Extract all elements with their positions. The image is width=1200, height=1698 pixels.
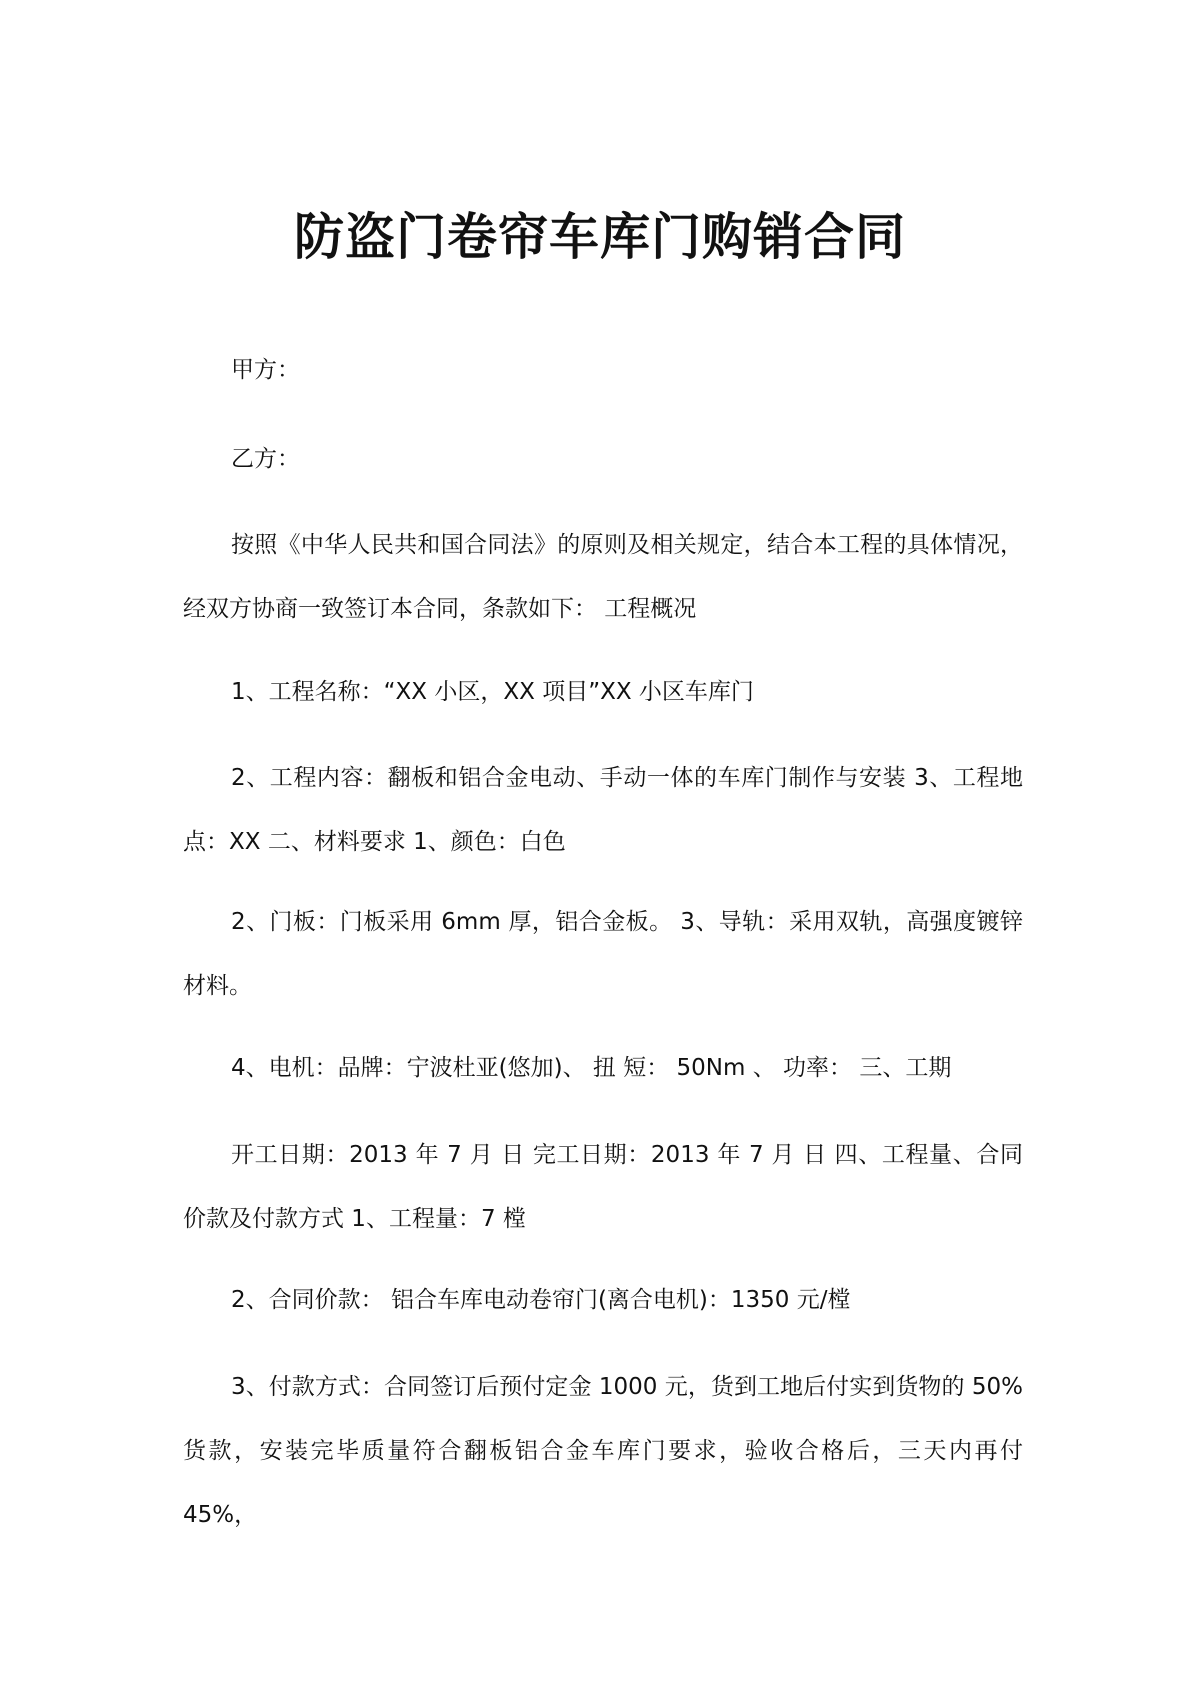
- clause-motor: 4、电机：品牌：宁波杜亚(悠加)、 扭 短： 50Nm 、 功率： 三、工期: [231, 1055, 952, 1081]
- clause-schedule: 开工日期：2013 年 7 月 日 完工日期：2013 年 7 月 日 四、工程量、合同价款及付款方式 1、工程量：7 樘: [183, 1142, 1023, 1232]
- party-a-line: 甲方：: [231, 357, 300, 383]
- clause-contract-price: 2、合同价款： 铝合车库电动卷帘门(离合电机)：1350 元/樘: [231, 1287, 851, 1313]
- document-title: 防盗门卷帘车库门购销合同: [294, 208, 906, 266]
- preamble-paragraph: 按照《中华人民共和国合同法》的原则及相关规定，结合本工程的具体情况，经双方协商一致签订本合同，条款如下： 工程概况: [183, 532, 1023, 622]
- clause-payment: 3、付款方式：合同签订后预付定金 1000 元，货到工地后付实到货物的 50%货款，安装完毕质量符合翻板铝合金车库门要求，验收合格后，三天内再付 45%，: [183, 1374, 1023, 1528]
- clause-project-name: 1、工程名称：“XX 小区，XX 项目”XX 小区车库门: [231, 679, 754, 705]
- clause-door-panel: 2、门板：门板采用 6mm 厚，铝合金板。 3、导轨：采用双轨，高强度镀锌材料。: [183, 909, 1023, 999]
- clause-project-content: 2、工程内容：翻板和铝合金电动、手动一体的车库门制作与安装 3、工程地点：XX 二、材料要求 1、颜色：白色: [183, 765, 1023, 855]
- party-b-line: 乙方：: [231, 446, 300, 472]
